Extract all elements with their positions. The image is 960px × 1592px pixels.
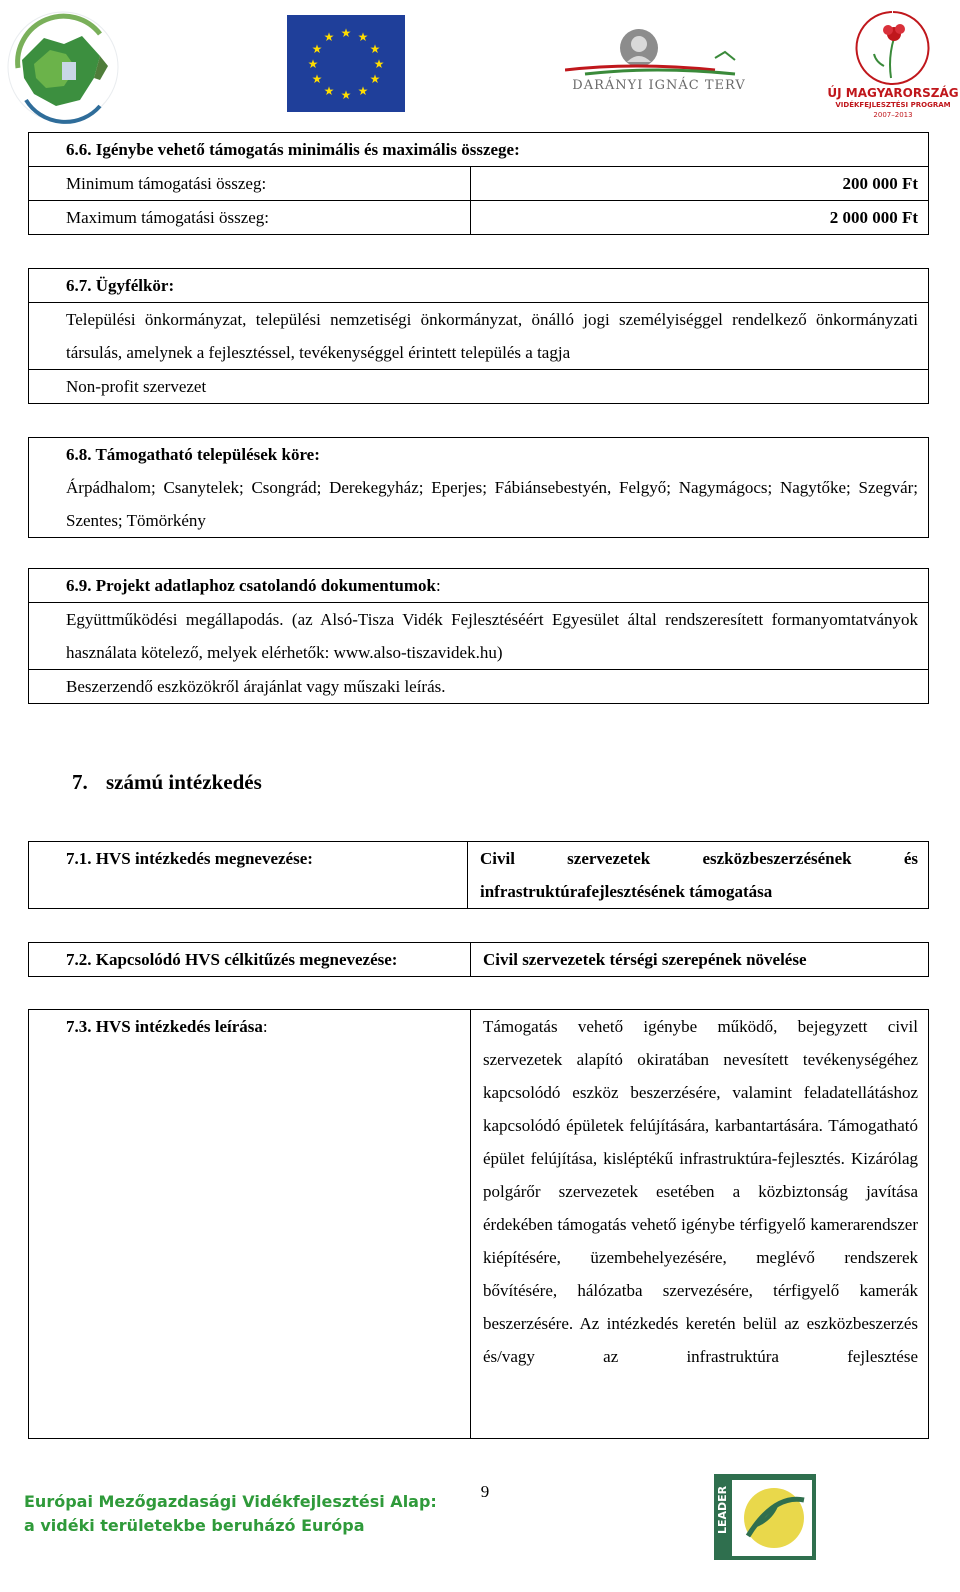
um-logo-title: ÚJ MAGYARORSZÁG bbox=[827, 86, 959, 100]
objective-row bbox=[29, 943, 928, 976]
svg-text:★: ★ bbox=[340, 26, 352, 40]
svg-text:★: ★ bbox=[311, 72, 323, 86]
description-row bbox=[29, 1010, 928, 1438]
svg-text:★: ★ bbox=[323, 30, 335, 44]
document-item-2-row bbox=[29, 669, 928, 703]
section-7-1-table bbox=[28, 841, 929, 909]
measure-name-value: Civil szervezetek eszközbeszerzésének és infrastruktúrafejlesztésének támogatása bbox=[480, 849, 918, 901]
svg-text:★: ★ bbox=[369, 42, 381, 56]
page-number: 9 bbox=[480, 1482, 490, 1501]
section-6-6-title: 6.6. Igénybe vehető támogatás minimális és maximális összege: bbox=[66, 140, 520, 159]
section-6-9-title bbox=[29, 569, 928, 602]
measure-name-row bbox=[29, 842, 928, 908]
section-7-heading bbox=[72, 770, 262, 795]
settlements-list: Árpádhalom; Csanytelek; Csongrád; Derekegyház; Eperjes; Fábiánsebestyén, Felgyő; Nagymágocs; Nagytőke; Szegvár; Szentes; Tömörkény bbox=[66, 478, 918, 530]
svg-text:★: ★ bbox=[323, 84, 335, 98]
eu-flag-logo bbox=[287, 15, 405, 112]
description-value: Támogatás vehető igénybe működő, bejegyzett civil szervezetek alapító okiratában nevesített tevékenységéhez kapcsolódó eszköz beszerzésére, valamint feladatellátáshoz kapcsolódó épületek felújítására, karbantartására. Támogatható épület felújítása, kisléptékű infrastruktúra-fejlesztés. Kizárólag polgárőr szervezetek esetében a közbiztonság javítása érdekében támogatás vehető igénybe térfigyelő kamerarendszer kiépítésére, üzembehelyezésére, meglévő rendszerek bővítésére, hálózatba szervezésére, térfigyelő kamerák beszerzésére. Az intézkedés keretén belül az eszközbeszerzés és/vagy az infrastruktúra fejlesztése bbox=[483, 1017, 918, 1366]
footer-eafrd-line-1: Európai Mezőgazdasági Vidékfejlesztési Alap: bbox=[24, 1492, 437, 1511]
section-6-8-table bbox=[28, 437, 929, 538]
section-6-6-table bbox=[28, 132, 929, 235]
client-item-1-row bbox=[29, 302, 928, 369]
section-7-number: 7. bbox=[72, 770, 88, 794]
client-item-1: Települési önkormányzat, települési nemzetiségi önkormányzat, önálló jogi személyiséggel rendelkező önkormányzati társulás, amelynek a fejlesztéssel, tevékenységgel érintett település a tagja bbox=[66, 310, 918, 362]
section-6-7-table bbox=[28, 268, 929, 404]
client-item-2: Non-profit szervezet bbox=[66, 377, 207, 396]
leader-logo bbox=[714, 1474, 816, 1560]
section-6-8-title: 6.8. Támogatható települések köre: bbox=[66, 445, 320, 464]
section-7-title: számú intézkedés bbox=[106, 770, 262, 794]
also-tisza-leader-logo bbox=[4, 8, 122, 126]
um-logo-years: 2007–2013 bbox=[873, 111, 913, 119]
min-amount-value: 200 000 Ft bbox=[842, 174, 918, 193]
section-6-6-title-row bbox=[29, 133, 928, 166]
svg-text:★: ★ bbox=[357, 84, 369, 98]
svg-text:★: ★ bbox=[311, 42, 323, 56]
min-amount-label: Minimum támogatási összeg: bbox=[29, 167, 471, 200]
document-item-2: Beszerzendő eszközökről árajánlat vagy műszaki leírás. bbox=[66, 677, 446, 696]
section-6-7-title: 6.7. Ügyfélkör: bbox=[66, 276, 175, 295]
client-item-2-row bbox=[29, 369, 928, 403]
section-6-9-title-colon: : bbox=[435, 576, 441, 595]
measure-name-label: 7.1. HVS intézkedés megnevezése: bbox=[29, 842, 468, 908]
daranyi-logo-text: DARÁNYI IGNÁC TERV bbox=[572, 78, 746, 93]
um-logo-subtitle: VIDÉKFEJLESZTÉSI PROGRAM bbox=[835, 101, 951, 109]
section-7-2-table bbox=[28, 942, 929, 977]
svg-text:★: ★ bbox=[357, 30, 369, 44]
description-label-bold: 7.3. HVS intézkedés leírása bbox=[66, 1017, 263, 1036]
document-item-1-row bbox=[29, 602, 928, 669]
section-6-9-title-row bbox=[29, 569, 928, 602]
description-label-colon: : bbox=[262, 1017, 268, 1036]
footer-eafrd-line-2: a vidéki területekbe beruházó Európa bbox=[24, 1516, 365, 1535]
svg-text:★: ★ bbox=[307, 57, 319, 71]
min-amount-row bbox=[29, 166, 928, 200]
leader-logo-text: LEADER bbox=[716, 1485, 729, 1534]
section-7-3-table bbox=[28, 1009, 929, 1439]
section-6-9-table bbox=[28, 568, 929, 704]
section-6-8-title-row bbox=[29, 438, 928, 471]
max-amount-label: Maximum támogatási összeg: bbox=[29, 201, 471, 234]
max-amount-row bbox=[29, 200, 928, 234]
settlements-row bbox=[29, 471, 928, 537]
section-6-9-title-bold: 6.9. Projekt adatlaphoz csatolandó dokumentumok bbox=[66, 576, 436, 595]
svg-text:★: ★ bbox=[340, 88, 352, 102]
document-item-1: Együttműködési megállapodás. (az Alsó-Tisza Vidék Fejlesztéséért Egyesület által rendszeresített formanyomtatványok használata kötelező, melyek elérhetők: www.also-tiszavidek.hu) bbox=[66, 610, 918, 662]
objective-value: Civil szervezetek térségi szerepének növelése bbox=[483, 950, 807, 969]
max-amount-value: 2 000 000 Ft bbox=[829, 208, 918, 227]
svg-text:★: ★ bbox=[373, 57, 385, 71]
description-label bbox=[29, 1010, 471, 1438]
section-6-7-title-row bbox=[29, 269, 928, 302]
svg-text:★: ★ bbox=[369, 72, 381, 86]
objective-label: 7.2. Kapcsolódó HVS célkitűzés megnevezése: bbox=[29, 943, 471, 976]
